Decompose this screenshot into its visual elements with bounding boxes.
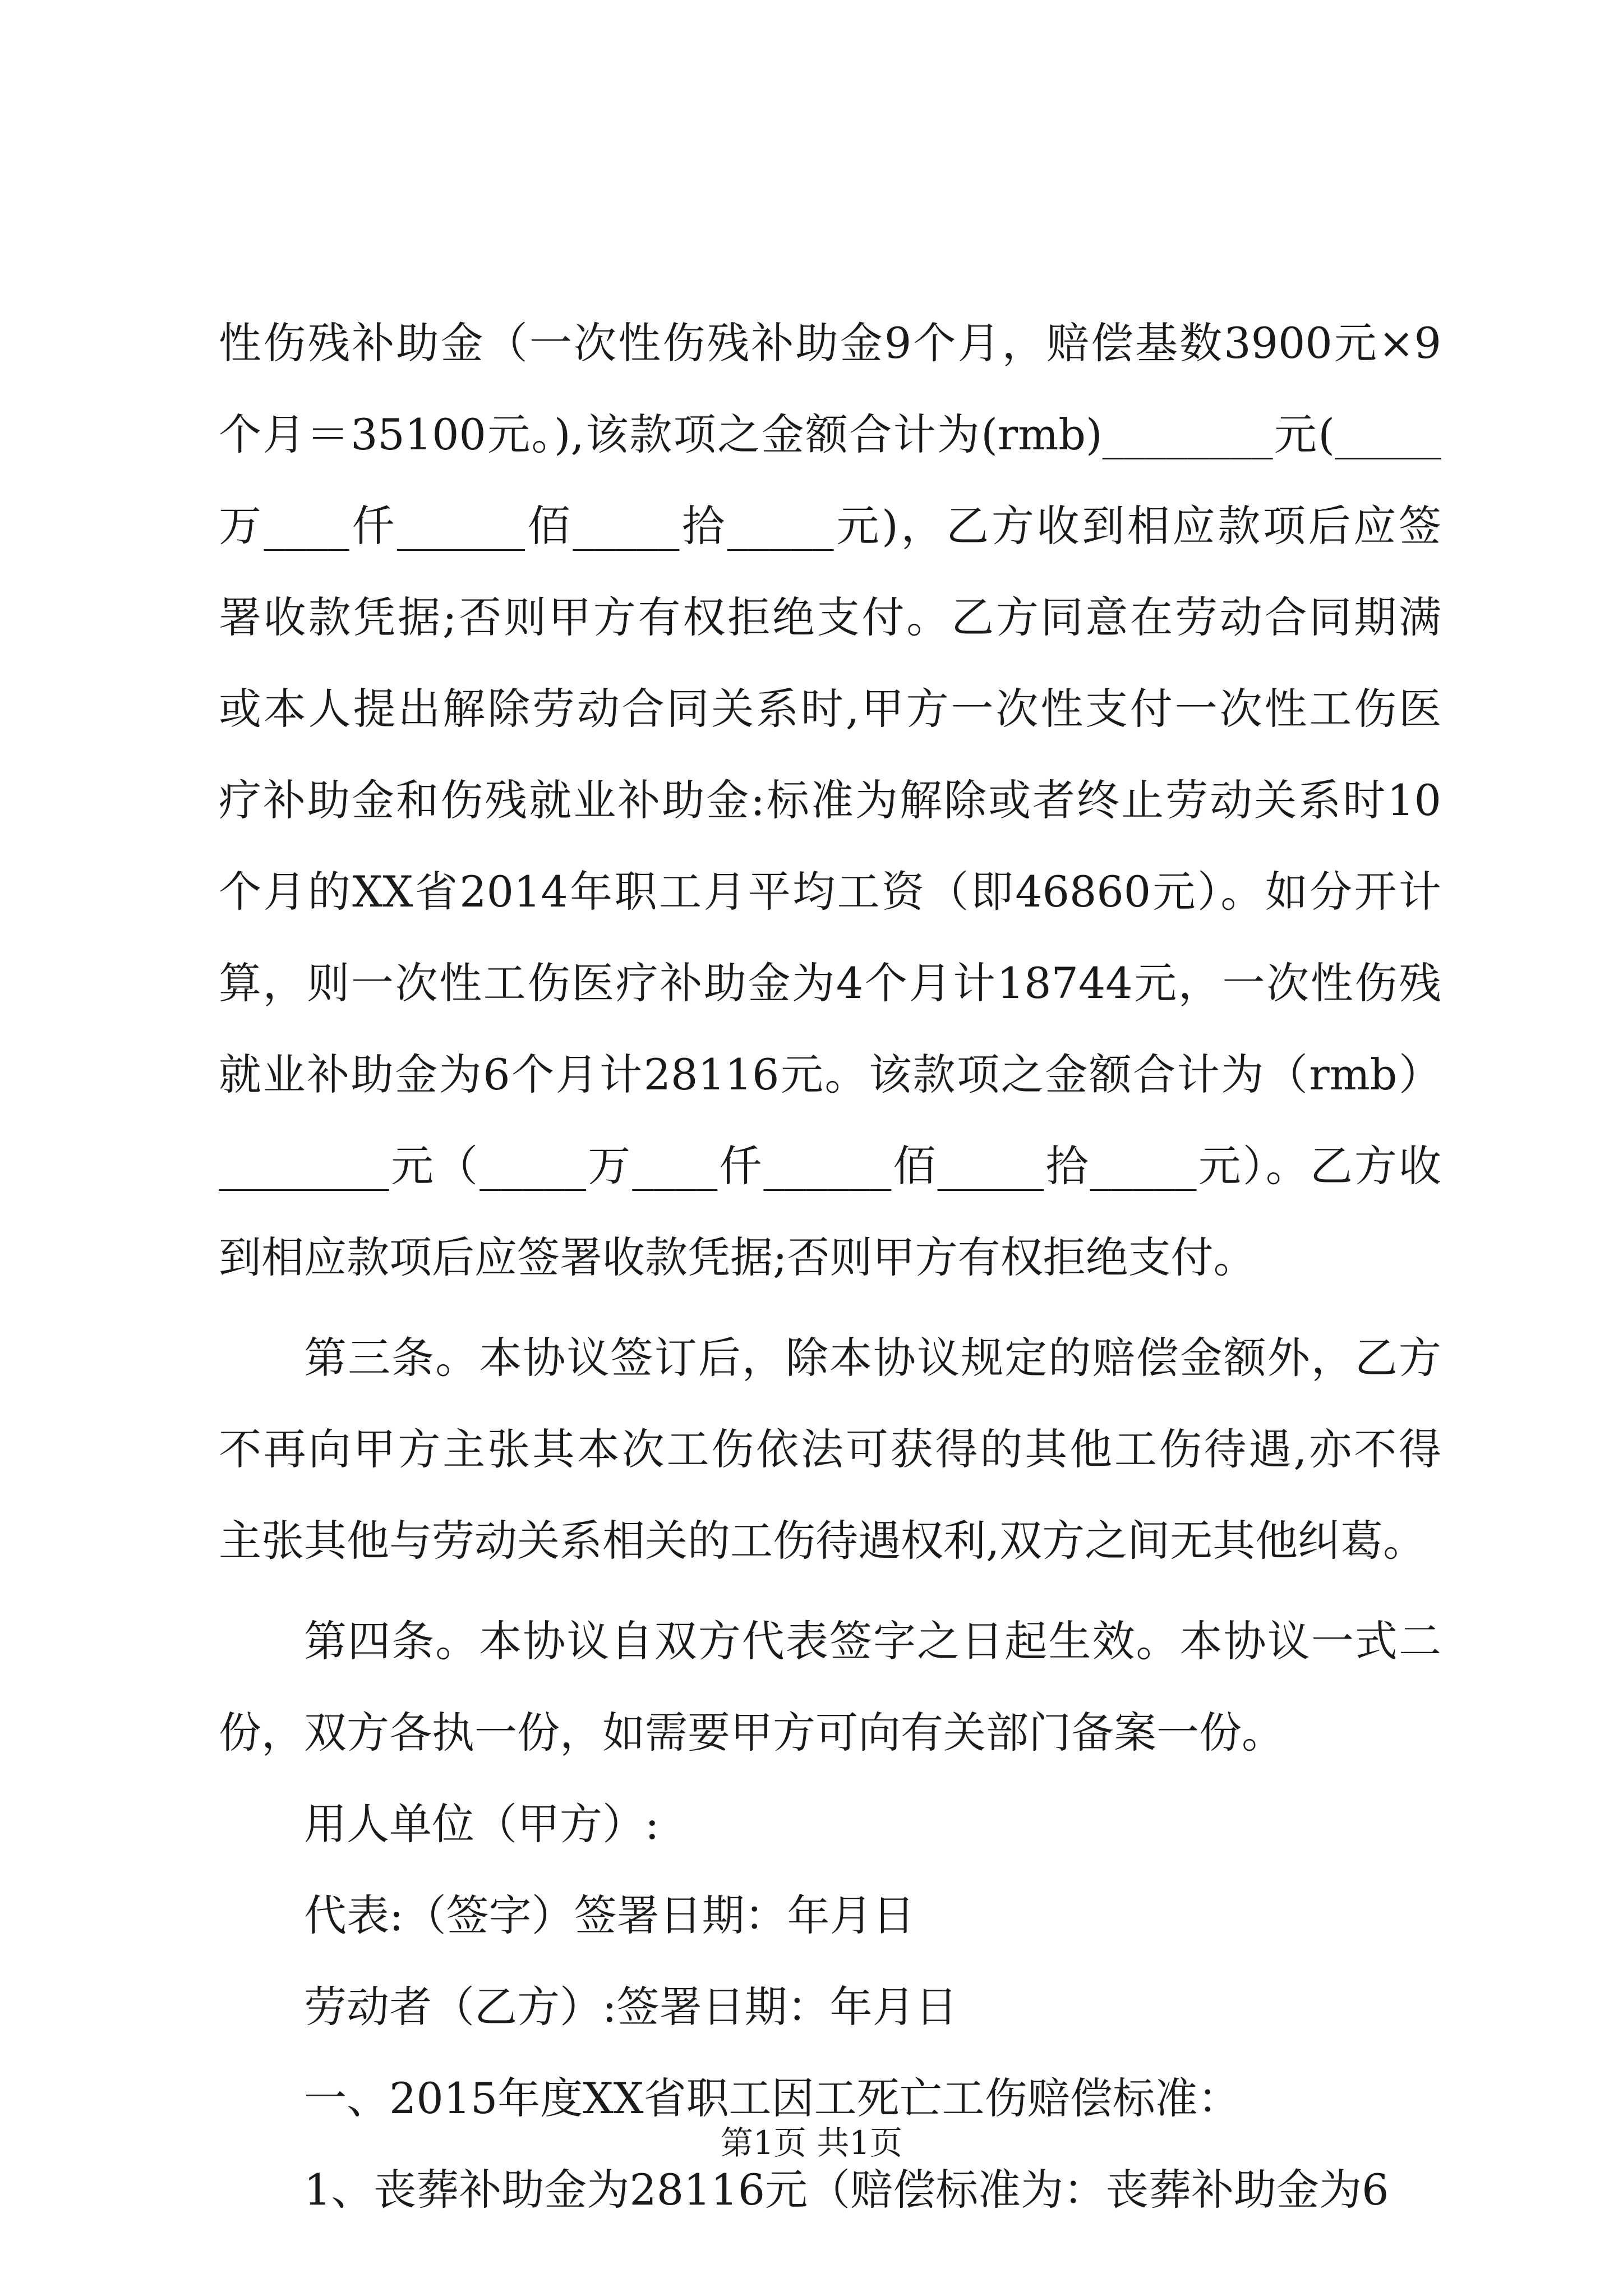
article-four-line: 第四条。本协议自双方代表签字之日起生效。本协议一式二 [304, 1616, 1441, 1666]
paragraph-line: 个月＝35100元。),该款项之金额合计为(rmb)________元(_____ [219, 409, 1441, 459]
paragraph-line: 个月的XX省2014年职工月平均工资（即46860元）。如分开计 [219, 867, 1441, 917]
worker-signature-line: 劳动者（乙方）:签署日期：年月日 [304, 1982, 958, 2032]
section-item: 1、丧葬补助金为28116元（赔偿标准为：丧葬补助金为6 [304, 2165, 1389, 2215]
representative-signature-line: 代表:（签字）签署日期：年月日 [304, 1890, 915, 1940]
paragraph-line: 署收款凭据;否则甲方有权拒绝支付。乙方同意在劳动合同期满 [219, 592, 1441, 642]
paragraph-line: ________元（_____万____仟______佰_____拾_____元）。乙方收 [219, 1141, 1441, 1191]
paragraph-line: 算，则一次性工伤医疗补助金为4个月计18744元，一次性伤残 [219, 958, 1441, 1008]
paragraph-line: 万____仟______佰_____拾_____元)，乙方收到相应款项后应签 [219, 501, 1441, 551]
paragraph-line: 疗补助金和伤残就业补助金:标准为解除或者终止劳动关系时10 [219, 775, 1441, 825]
article-three-line: 不再向甲方主张其本次工伤依法可获得的其他工伤待遇,亦不得 [219, 1424, 1441, 1474]
article-four-line: 份，双方各执一份，如需要甲方可向有关部门备案一份。 [219, 1708, 1284, 1757]
paragraph-line: 到相应款项后应签署收款凭据;否则甲方有权拒绝支付。 [219, 1232, 1256, 1282]
section-heading: 一、2015年度XX省职工因工死亡工伤赔偿标准： [304, 2073, 1241, 2123]
paragraph-line: 就业补助金为6个月计28116元。该款项之金额合计为（rmb） [219, 1050, 1441, 1099]
article-three-line: 第三条。本协议签订后，除本协议规定的赔偿金额外，乙方 [304, 1333, 1441, 1383]
paragraph-line: 或本人提出解除劳动合同关系时,甲方一次性支付一次性工伤医 [219, 684, 1441, 734]
employer-signature-line: 用人单位（甲方）: [304, 1799, 660, 1849]
document-body [219, 297, 1441, 2235]
paragraph-line: 性伤残补助金（一次性伤残补助金9个月，赔偿基数3900元×9 [219, 318, 1441, 368]
page-number-footer: 第1页 共1页 [720, 2124, 903, 2162]
article-three-line: 主张其他与劳动关系相关的工伤待遇权利,双方之间无其他纠葛。 [219, 1516, 1426, 1566]
